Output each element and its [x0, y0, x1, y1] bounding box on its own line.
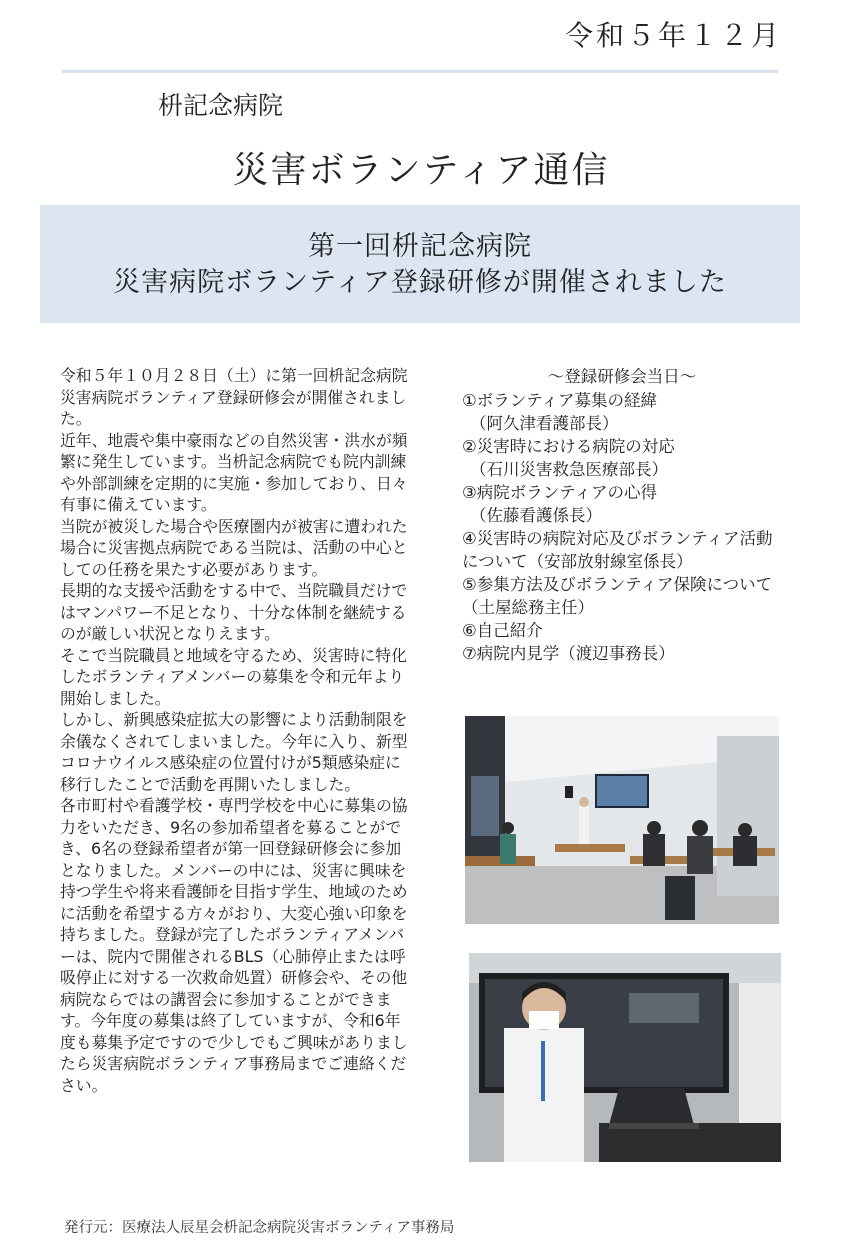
headline-line-2: 災害病院ボランティア登録研修が開催されました — [113, 267, 727, 298]
headline-banner — [40, 205, 800, 323]
presenter-photo — [469, 953, 781, 1162]
article-paragraph: 令和５年１０月２８日（土）に第一回枡記念病院災害病院ボランティア登録研修会が開催されました。 — [60, 366, 408, 428]
article-paragraph: 各市町村や看護学校・専門学校を中心に募集の協力をいただき、9名の参加希望者を募ることができ、6名の登録希望者が第一回登録研修会に参加となりました。メンバーの中には、災害に興味を持つ学生や将来看護師を目指す学生、地域のために活動を希望する方々がおり、大変心強い印象を持ちました。登録が完了したボランティアメンバーは、院内で開催されるBLS（心肺停止または呼吸停止に対する一次救命処置）研修会や、その他病院ならではの講習会に参加することができます。今年度の募集は終了していますが、令和6年度も募集予定ですので少しでもご興味がありましたら災害病院ボランティア事務局までご連絡ください。 — [60, 796, 408, 1095]
program-item: ②災害時における病院の対応 — [462, 437, 675, 456]
header-divider — [62, 70, 778, 73]
issue-date: 令和５年１２月 — [564, 19, 782, 52]
article-paragraph: そこで当院職員と地域を守るため、災害時に特化したボランティアメンバーの募集を令和元年より開始しました。 — [60, 645, 407, 708]
program-item: ⑤参集方法及びボランティア保険について（土屋総務主任） — [462, 575, 773, 617]
program-item: ③病院ボランティアの心得 — [462, 483, 657, 502]
article-paragraph: 長期的な支援や活動をする中で、当院職員だけではマンパワー不足となり、十分な体制を継続するのが厳しい状況となりえます。 — [60, 581, 408, 643]
publisher-footer: 発行元：医療法人辰星会枡記念病院災害ボランティア事務局 — [64, 1220, 455, 1236]
hospital-name: 枡記念病院 — [158, 91, 284, 120]
article-body — [60, 365, 410, 1096]
program-list — [462, 365, 782, 665]
headline-line-1: 第一回枡記念病院 — [308, 231, 532, 262]
article-paragraph: しかし、新興感染症拡大の影響により活動制限を余儀なくされてしまいました。今年に入り、新型コロナウイルス感染症の位置付けが5類感染症に移行したことで活動を再開いたしました。 — [60, 710, 408, 794]
article-paragraph: 近年、地震や集中豪雨などの自然災害・洪水が頻繁に発生しています。当枡記念病院でも院内訓練や外部訓練を定期的に実施・参加しており、日々有事に備えています。 — [60, 430, 408, 514]
program-presenter: （阿久津看護部長） — [470, 414, 619, 433]
program-item: ⑦病院内見学（渡辺事務長） — [462, 644, 675, 663]
program-presenter: （石川災害救急医療部長） — [470, 460, 668, 479]
newsletter-title: 災害ボランティア通信 — [232, 150, 610, 191]
program-item: ⑥自己紹介 — [462, 621, 543, 640]
program-item: ④災害時の病院対応及びボランティア活動について（安部放射線室係長） — [462, 529, 773, 571]
article-paragraph: 当院が被災した場合や医療圏内が被害に遭われた場合に災害拠点病院である当院は、活動の中心としての任務を果たす必要があります。 — [60, 516, 408, 579]
program-heading: ～登録研修会当日～ — [547, 367, 697, 386]
program-presenter: （佐藤看護係長） — [470, 506, 602, 525]
program-item: ①ボランティア募集の経緯 — [462, 391, 657, 410]
training-room-photo — [465, 716, 779, 924]
